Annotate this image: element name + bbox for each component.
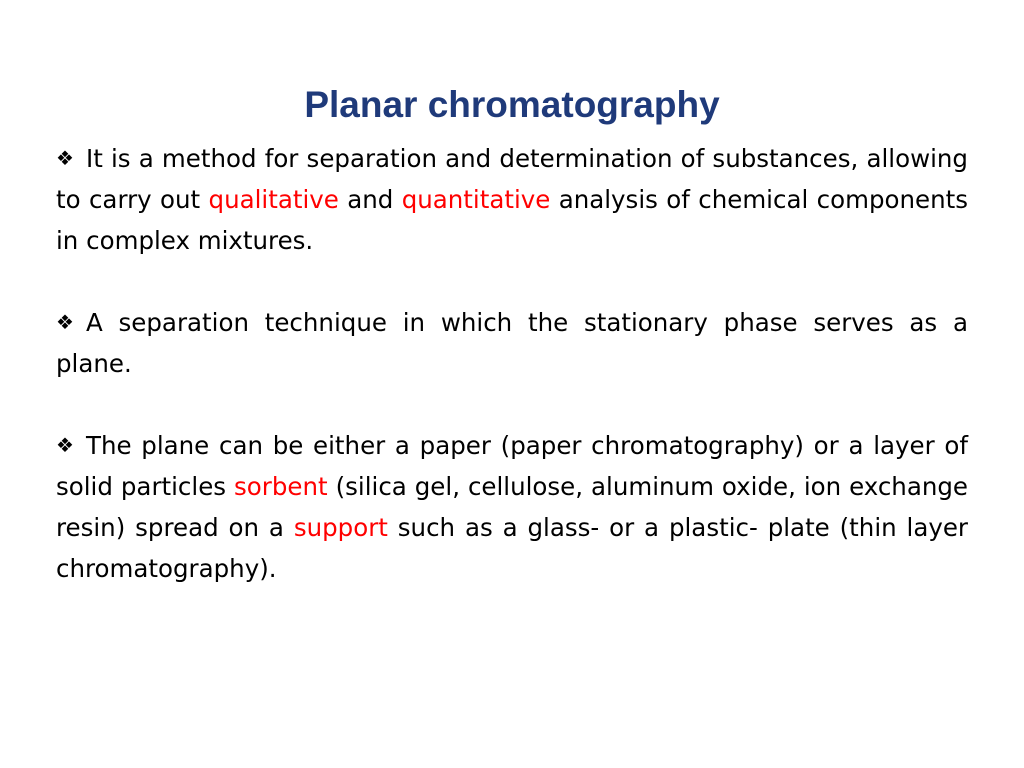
bullet-1-highlight-quantitative: quantitative [401,185,551,214]
diamond-bullet-icon: ❖ [56,146,74,170]
bullet-item-2 [56,302,968,384]
bullet-item-3 [56,425,968,589]
bullet-1-text-1: It is a method for separation and determination of substances, allowing to carry out [56,144,968,214]
bullet-3-highlight-sorbent: sorbent [234,472,328,501]
bullet-item-1 [56,138,968,261]
slide-title: Planar chromatography [304,84,720,125]
bullet-3-highlight-support: support [293,513,388,542]
bullet-1-text-2: and [338,185,402,214]
bullet-2-text-1: A separation technique in which the stationary phase serves as a plane. [56,308,968,378]
bullet-3-text-1: The plane can be either a paper (paper chromatography) or a layer of solid particles [56,431,968,501]
diamond-bullet-icon: ❖ [56,433,74,457]
bullet-3-text-3: such as a glass- or a plastic- plate (thin layer chromatography). [56,513,968,583]
bullet-1-text-3: analysis of chemical components in complex mixtures. [56,185,969,255]
diamond-bullet-icon: ❖ [56,310,74,334]
slide-body [56,138,968,589]
bullet-3-text-2: (silica gel, cellulose, aluminum oxide, ion exchange resin) spread on a [56,472,968,542]
bullet-1-highlight-qualitative: qualitative [208,185,339,214]
